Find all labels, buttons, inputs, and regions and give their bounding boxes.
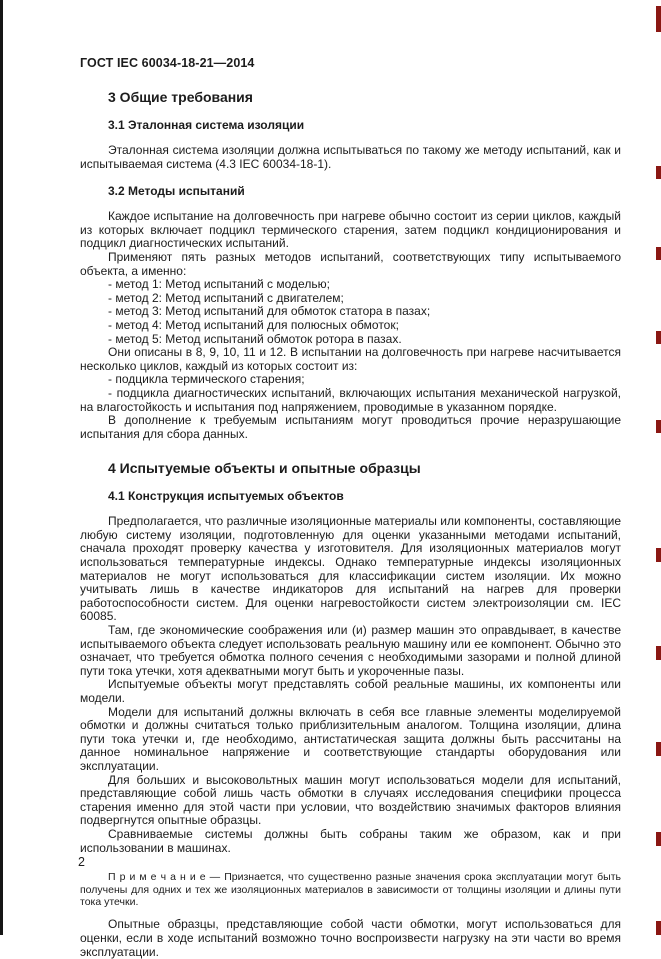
edge-mark <box>656 6 661 32</box>
edge-mark <box>656 921 661 935</box>
document-page <box>80 56 621 959</box>
paragraph: В дополнение к требуемым испытаниям могут проводиться прочие неразрушающие испытания для сбора данных. <box>80 413 621 441</box>
paragraph: Сравниваемые системы должны быть собраны таким же образом, как и при использовании в машинах. <box>80 826 621 855</box>
paragraph: Модели для испытаний должны включать в себя все главные элементы моделируемой обмотки и должны считаться только приблизительным аналогом. Толщина изоляции, длина пути тока утечки и, где необходимо, антистатическая защита должны быть рассчитаны на данное номинальное напряжение и соответствующие стандарты оборудования или эксплуатации. <box>80 704 621 773</box>
note-paragraph: П р и м е ч а н и е — Признается, что существенно разные значения срока эксплуатации могут быть получены для одних и тех же изоляционных материалов в зависимости от толщины изоляции и длины пути тока утечки. <box>80 871 621 908</box>
paragraph: Предполагается, что различные изоляционные материалы или компоненты, составляющие любую систему изоляции, подготовленную для оценки указанными методами испытаний, сначала проходят проверку качества у изготовителя. Для изоляционных материалов могут использоваться температурные индексы. Однако температурные индексы изоляционных материалов не могут использоваться для классификации систем изоляции. Их можно учитывать лишь в качестве индикаторов для испытаний на нагрев для проверки работоспособности систем. Для оценки нагревостойкости систем электроизоляции см. IEC 60085. <box>80 514 621 624</box>
section-4-1-heading: 4.1 Конструкция испытуемых объектов <box>108 489 344 504</box>
edge-mark <box>656 420 661 433</box>
edge-mark <box>656 742 661 756</box>
section-3-1-heading: 3.1 Эталонная система изоляции <box>108 118 305 132</box>
list-item: - подцикла диагностических испытаний, включающих испытания механической нагрузкой, на влагостойкость и испытания под напряжением, проводимые в указанном порядке. <box>80 385 621 414</box>
edge-mark <box>656 331 661 344</box>
list-item: - метод 5: Метод испытаний обмоток ротора в пазах. <box>108 331 402 346</box>
edge-mark <box>656 832 661 846</box>
page-number: 2 <box>78 855 85 869</box>
paragraph: Испытуемые объекты могут представлять собой реальные машины, их компоненты или модели. <box>80 677 621 705</box>
section-3-heading: 3 Общие требования <box>108 89 253 105</box>
list-item: - метод 4: Метод испытаний для полюсных обмоток; <box>108 317 399 332</box>
paragraph: Они описаны в 8, 9, 10, 11 и 12. В испытании на долговечность при нагреве насчитывается несколько циклов, каждый из которых состоит из: <box>80 345 621 373</box>
section-3-2-heading: 3.2 Методы испытаний <box>108 184 245 199</box>
list-item: - метод 3: Метод испытаний для обмоток статора в пазах; <box>108 304 431 319</box>
paragraph: Каждое испытание на долговечность при нагреве обычно состоит из серии циклов, каждый из которых включает подцикл термического старения, затем подцикл кондиционирования и подцикл диагностических испытаний. <box>80 209 621 251</box>
edge-mark <box>656 548 661 562</box>
paragraph: Применяют пять разных методов испытаний, соответствующих типу испытываемого объекта, а именно: <box>80 249 621 278</box>
scan-edge-artifact <box>0 0 3 935</box>
list-item: - метод 1: Метод испытаний с моделью; <box>108 277 330 292</box>
paragraph: Для больших и высоковольтных машин могут использоваться модели для испытаний, представляющие собой лишь часть обмотки в случаях исследования специфики процесса старения именно для этой части при условии, что воздействию значимых факторов влияния подвергнутся опытные образцы. <box>80 772 621 828</box>
paragraph: Опытные образцы, представляющие собой части обмотки, могут использоваться для оценки, если в ходе испытаний возможно точно воспроизвести нагрузку на эти части во время эксплуатации. <box>80 917 621 959</box>
edge-mark <box>656 646 661 660</box>
list-item: - подцикла термического старения; <box>108 372 305 387</box>
list-item: - метод 2: Метод испытаний с двигателем; <box>108 290 344 305</box>
document-code-header: ГОСТ IEC 60034-18-21—2014 <box>80 56 255 70</box>
paragraph: Там, где экономические соображения или (и) размер машин это оправдывает, в качестве испытываемого объекта следует использовать реальную машину или ее компонент. Обычно это означает, что требуется обмотка полного сечения с необходимыми зазорами и полной длиной пути тока утечки, хотя адекватными могут быть и укороченные пазы. <box>80 623 621 678</box>
section-4-heading: 4 Испытуемые объекты и опытные образцы <box>108 460 421 477</box>
paragraph: Эталонная система изоляции должна испытываться по такому же методу испытаний, как и испытываемая система (4.3 IEC 60034-18-1). <box>80 143 621 171</box>
edge-mark <box>656 247 661 260</box>
edge-mark <box>656 166 661 179</box>
